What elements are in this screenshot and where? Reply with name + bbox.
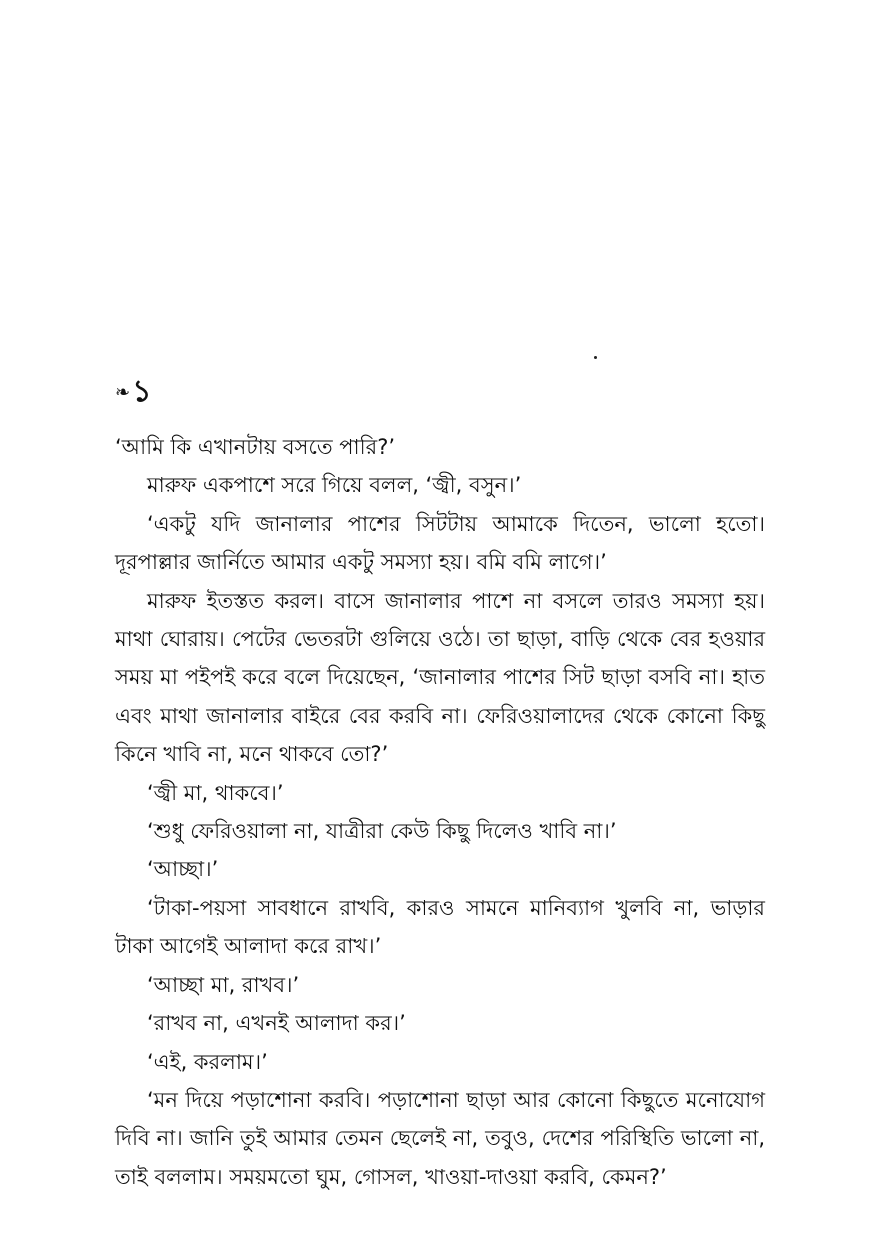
paragraph: ‘রাখব না, এখনই আলাদা কর।’ [147, 1011, 406, 1036]
paragraph: মারুফ একপাশে সরে গিয়ে বলল, ‘জ্বী, বসুন।’ [147, 473, 522, 498]
paragraph: ‘এই, করলাম।’ [147, 1049, 268, 1074]
paragraph: মারুফ ইতস্তত করল। বাসে জানালার পাশে না বসলে তারও সমস্যা হয়। মাথা ঘোরায়। পেটের ভেতরটা গুলিয়ে ওঠে। তা ছাড়া, বাড়ি থেকে বের হওয়ার সময় মা পইপই করে বলে দিয়েছেন, ‘জানালার পাশের সিট ছাড়া বসবি না। হাত এবং মাথা জানালার বাইরে বের করবি না। ফেরিওয়ালাদের থেকে কোনো কিছু কিনে খাবি না, মনে থাকবে তো?’ [115, 588, 765, 767]
paragraph: ‘আমি কি এখানটায় বসতে পারি?’ [115, 435, 396, 459]
paragraph: ‘টাকা-পয়সা সাবধানে রাখবি, কারও সামনে মানিব্যাগ খুলবি না, ভাড়ার টাকা আগেই আলাদা করে রাখ।’ [115, 895, 765, 959]
chapter-heading [115, 372, 152, 413]
page-speck [594, 356, 597, 359]
paragraph: ‘মন দিয়ে পড়াশোনা করবি। পড়াশোনা ছাড়া আর কোনো কিছুতে মনোযোগ দিবি না। জানি তুই আমার তেমন ছেলেই না, তবুও, দেশের পরিস্থিতি ভালো না, তাই বললাম। সময়মতো ঘুম, গোসল, খাওয়া-দাওয়া করবি, কেমন?’ [115, 1087, 765, 1189]
paragraph: ‘আচ্ছা।’ [147, 857, 219, 882]
chapter-ornament-icon: ❧ [115, 381, 131, 403]
paragraph: ‘শুধু ফেরিওয়ালা না, যাত্রীরা কেউ কিছু দিলেও খাবি না।’ [147, 819, 617, 844]
chapter-number: ১ [132, 374, 152, 409]
body-text [115, 428, 765, 1196]
paragraph: ‘জ্বী মা, থাকবে।’ [147, 780, 284, 805]
paragraph: ‘আচ্ছা মা, রাখব।’ [147, 972, 300, 997]
paragraph: ‘একটু যদি জানালার পাশের সিটটায় আমাকে দিতেন, ভালো হতো। দূরপাল্লার জার্নিতে আমার একটু সমস্যা হয়। বমি বমি লাগে।’ [115, 511, 765, 575]
